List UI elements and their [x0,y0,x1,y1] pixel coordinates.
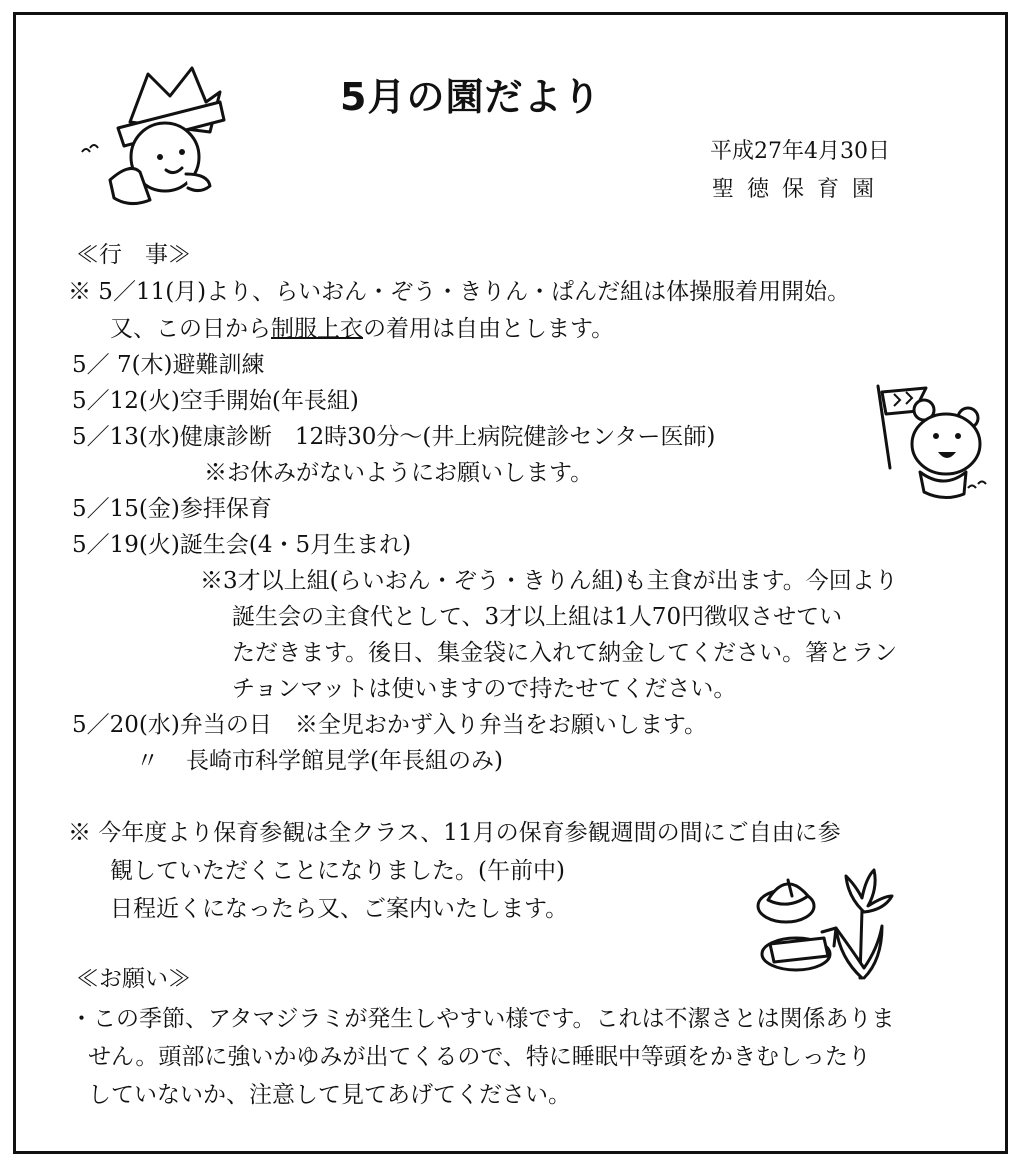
event-line: 5／19(火)誕生会(4・5月生まれ) [72,532,412,558]
events-heading: ≪行 事≫ [76,242,191,268]
event-note: 誕生会の主食代として、3才以上組は1人70円徴収させてい [232,604,843,630]
event-note: ただきます。後日、集金袋に入れて納金してください。箸とラン [232,640,898,666]
notice-line: 観していただくことになりました。(午前中) [110,858,565,884]
event-line: ※ 5／11(月)より、らいおん・ぞう・きりん・ぱんだ組は体操服着用開始。 [68,279,851,305]
mochi-iris-illustration [752,866,902,984]
event-note: チョンマットは使いますので持たせてください。 [232,676,737,702]
request-line: していないか、注意して見てあげてください。 [88,1082,571,1108]
baby-kabuto-illustration [70,62,230,212]
organization-name: 聖徳保育園 [712,177,888,202]
notice-line: 日程近くになったら又、ご案内いたします。 [110,896,569,922]
ditto-mark: 〃 [136,748,159,774]
bear-koinobori-illustration [850,378,990,508]
event-line: 5／20(水)弁当の日 ※全児おかず入り弁当をお願いします。 [72,712,708,738]
underlined-term: 制服上衣 [271,316,363,342]
event-note: ※お休みがないようにお願いします。 [204,460,594,486]
requests-heading: ≪お願い≫ [76,966,191,992]
event-line: 5／ 7(木)避難訓練 [72,352,265,378]
event-line: 5／13(水)健康診断 12時30分～(井上病院健診センター医師) [72,424,716,450]
issue-date: 平成27年4月30日 [710,139,890,164]
request-line: ・この季節、アタマジラミが発生しやすい様です。これは不潔さとは関係ありま [70,1006,895,1032]
event-line: 長崎市科学館見学(年長組のみ) [186,748,503,774]
event-line: 5／12(火)空手開始(年長組) [72,388,359,414]
event-note: ※3才以上組(らいおん・ぞう・きりん組)も主食が出ます。今回より [200,568,898,594]
event-line: 又、この日から制服上衣の着用は自由とします。 [110,316,615,342]
notice-line: ※ 今年度より保育参観は全クラス、11月の保育参観週間の間にご自由に参 [68,820,841,846]
request-line: せん。頭部に強いかゆみが出てくるので、特に睡眠中等頭をかきむしったり [88,1044,871,1070]
event-line: 5／15(金)参拝保育 [72,496,272,522]
newsletter-title: 5月の園だより [340,75,602,119]
